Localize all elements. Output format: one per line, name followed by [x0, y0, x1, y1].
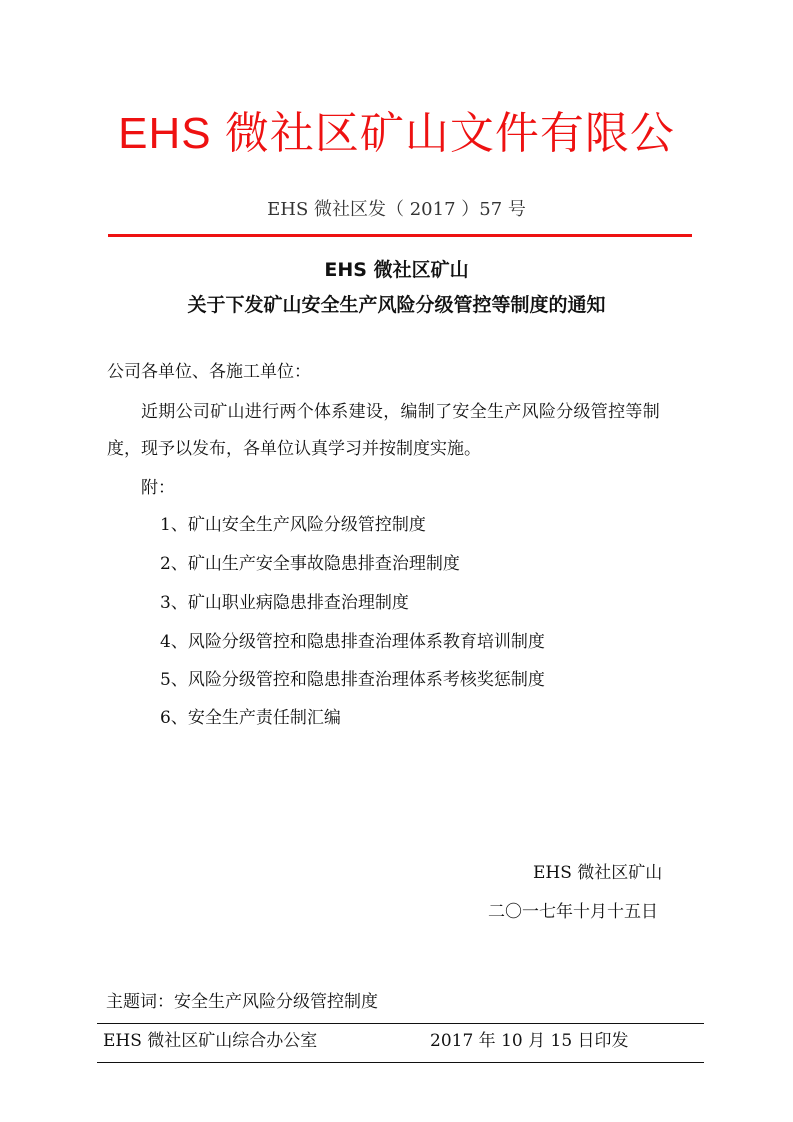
paragraph-line1: 近期公司矿山进行两个体系建设，编制了安全生产风险分级管控等制 [141, 402, 660, 422]
attachment-item: 6、安全生产责任制汇编 [160, 708, 341, 728]
salutation: 公司各单位、各施工单位： [107, 362, 311, 382]
issuer: EHS 微社区矿山综合办公室 [103, 1031, 318, 1051]
signature-date: 二〇一七年十月十五日 [488, 902, 658, 922]
attachment-item: 3、矿山职业病隐患排查治理制度 [160, 593, 409, 613]
attachment-label: 附： [141, 478, 175, 498]
attachment-item: 2、矿山生产安全事故隐患排查治理制度 [160, 554, 460, 574]
attachment-item: 1、矿山安全生产风险分级管控制度 [160, 515, 426, 535]
subject-keywords: 主题词：安全生产风险分级管控制度 [106, 992, 378, 1012]
heading-line1: EHS 微社区矿山 [324, 259, 469, 281]
attachment-item: 5、风险分级管控和隐患排查治理体系考核奖惩制度 [160, 670, 545, 690]
paragraph-line2: 度，现予以发布，各单位认真学习并按制度实施。 [107, 439, 481, 459]
heading-line2: 关于下发矿山安全生产风险分级管控等制度的通知 [187, 294, 606, 316]
footer-rule-bottom [97, 1062, 704, 1063]
signature-org: EHS 微社区矿山 [533, 863, 663, 883]
document-number: EHS 微社区发（ 2017 ）57 号 [267, 199, 526, 220]
footer-rule-top [97, 1023, 704, 1024]
issue-date: 2017 年 10 月 15 日印发 [430, 1031, 629, 1051]
red-divider [108, 234, 692, 237]
attachment-item: 4、风险分级管控和隐患排查治理体系教育培训制度 [160, 632, 545, 652]
document-title: EHS 微社区矿山文件有限公 [118, 109, 675, 158]
